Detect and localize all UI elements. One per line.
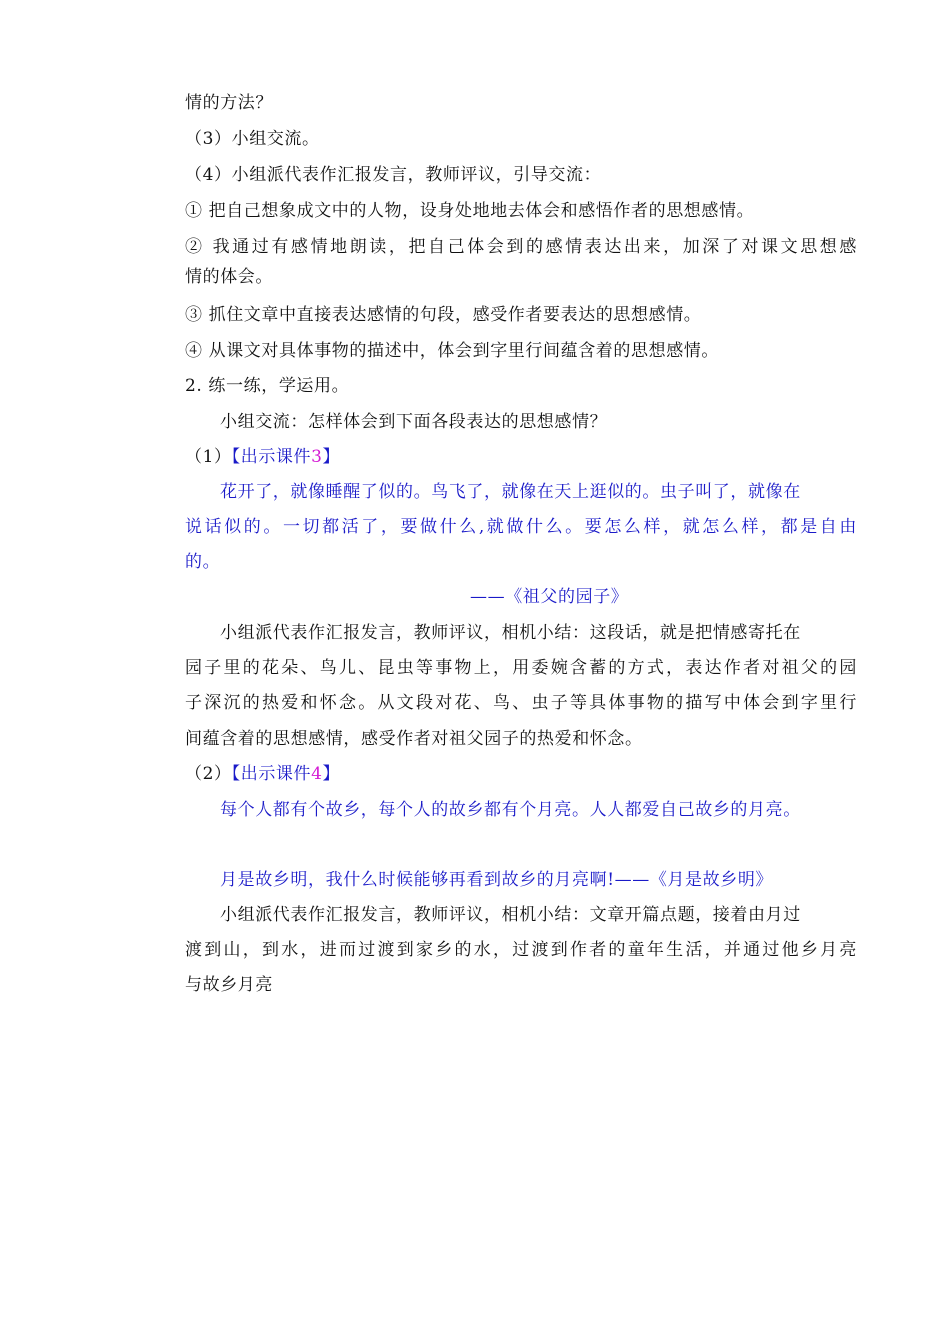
summary-paragraph-line: 子深沉的热爱和怀念。从文段对花、鸟、虫子等具体事物的描写中体会到字里行 — [185, 693, 857, 713]
courseware-label-2 — [185, 763, 857, 785]
group-discussion-prompt: 小组交流：怎样体会到下面各段表达的思想感情？ — [220, 412, 608, 432]
courseware-bracket-open: 【出示课件 — [231, 764, 312, 784]
item-number: （2） — [185, 764, 232, 784]
courseware-bracket-open: 【出示课件 — [231, 447, 312, 467]
quote-line-with-source: 月是故乡明，我什么时候能够再看到故乡的月亮啊!——《月是故乡明》 — [220, 870, 774, 890]
quote-line: 花开了，就像睡醒了似的。鸟飞了，就像在天上逛似的。虫子叫了，就像在 — [220, 482, 801, 502]
point-1: ① 把自己想象成文中的人物，设身处地地去体会和感悟作者的思想感情。 — [185, 201, 755, 221]
summary-paragraph-line: 与故乡月亮 — [185, 975, 273, 995]
point-4: ④ 从课文对具体事物的描述中，体会到字里行间蕴含着的思想感情。 — [185, 341, 720, 361]
courseware-label-1 — [185, 446, 857, 468]
courseware-bracket-close: 】 — [322, 447, 341, 467]
point-2-continued: 情的体会。 — [185, 267, 273, 287]
summary-paragraph-line: 小组派代表作汇报发言，教师评议，相机小结：这段话，就是把情感寄托在 — [220, 623, 801, 643]
summary-paragraph-line: 渡到山，到水，进而过渡到家乡的水，过渡到作者的童年生活，并通过他乡月亮 — [185, 940, 857, 960]
summary-paragraph-line: 园子里的花朵、鸟儿、昆虫等事物上，用委婉含蓄的方式，表达作者对祖父的园 — [185, 658, 857, 678]
courseware-number: 4 — [311, 764, 323, 784]
paragraph-line: 情的方法？ — [185, 93, 273, 113]
courseware-bracket-close: 】 — [322, 764, 341, 784]
quote-line: 的。 — [185, 552, 221, 572]
summary-paragraph-line: 小组派代表作汇报发言，教师评议，相机小结：文章开篇点题，接着由月过 — [220, 905, 801, 925]
list-item-3: （3）小组交流。 — [185, 129, 320, 149]
summary-paragraph-line: 间蕴含着的思想感情，感受作者对祖父园子的热爱和怀念。 — [185, 729, 643, 749]
point-3: ③ 抓住文章中直接表达感情的句段，感受作者要表达的思想感情。 — [185, 305, 702, 325]
quote-source: ——《祖父的园子》 — [470, 587, 629, 607]
section-heading: 2. 练一练，学运用。 — [185, 376, 350, 396]
point-2: ② 我通过有感情地朗读，把自己体会到的感情表达出来，加深了对课文思想感 — [185, 237, 857, 257]
item-number: （1） — [185, 447, 232, 467]
quote-line: 说话似的。一切都活了，要做什么,就做什么。要怎么样，就怎么样，都是自由 — [185, 517, 857, 537]
list-item-4: （4）小组派代表作汇报发言，教师评议，引导交流： — [185, 165, 602, 185]
quote-line: 每个人都有个故乡，每个人的故乡都有个月亮。人人都爱自己故乡的月亮。 — [220, 800, 801, 820]
courseware-number: 3 — [311, 447, 323, 467]
